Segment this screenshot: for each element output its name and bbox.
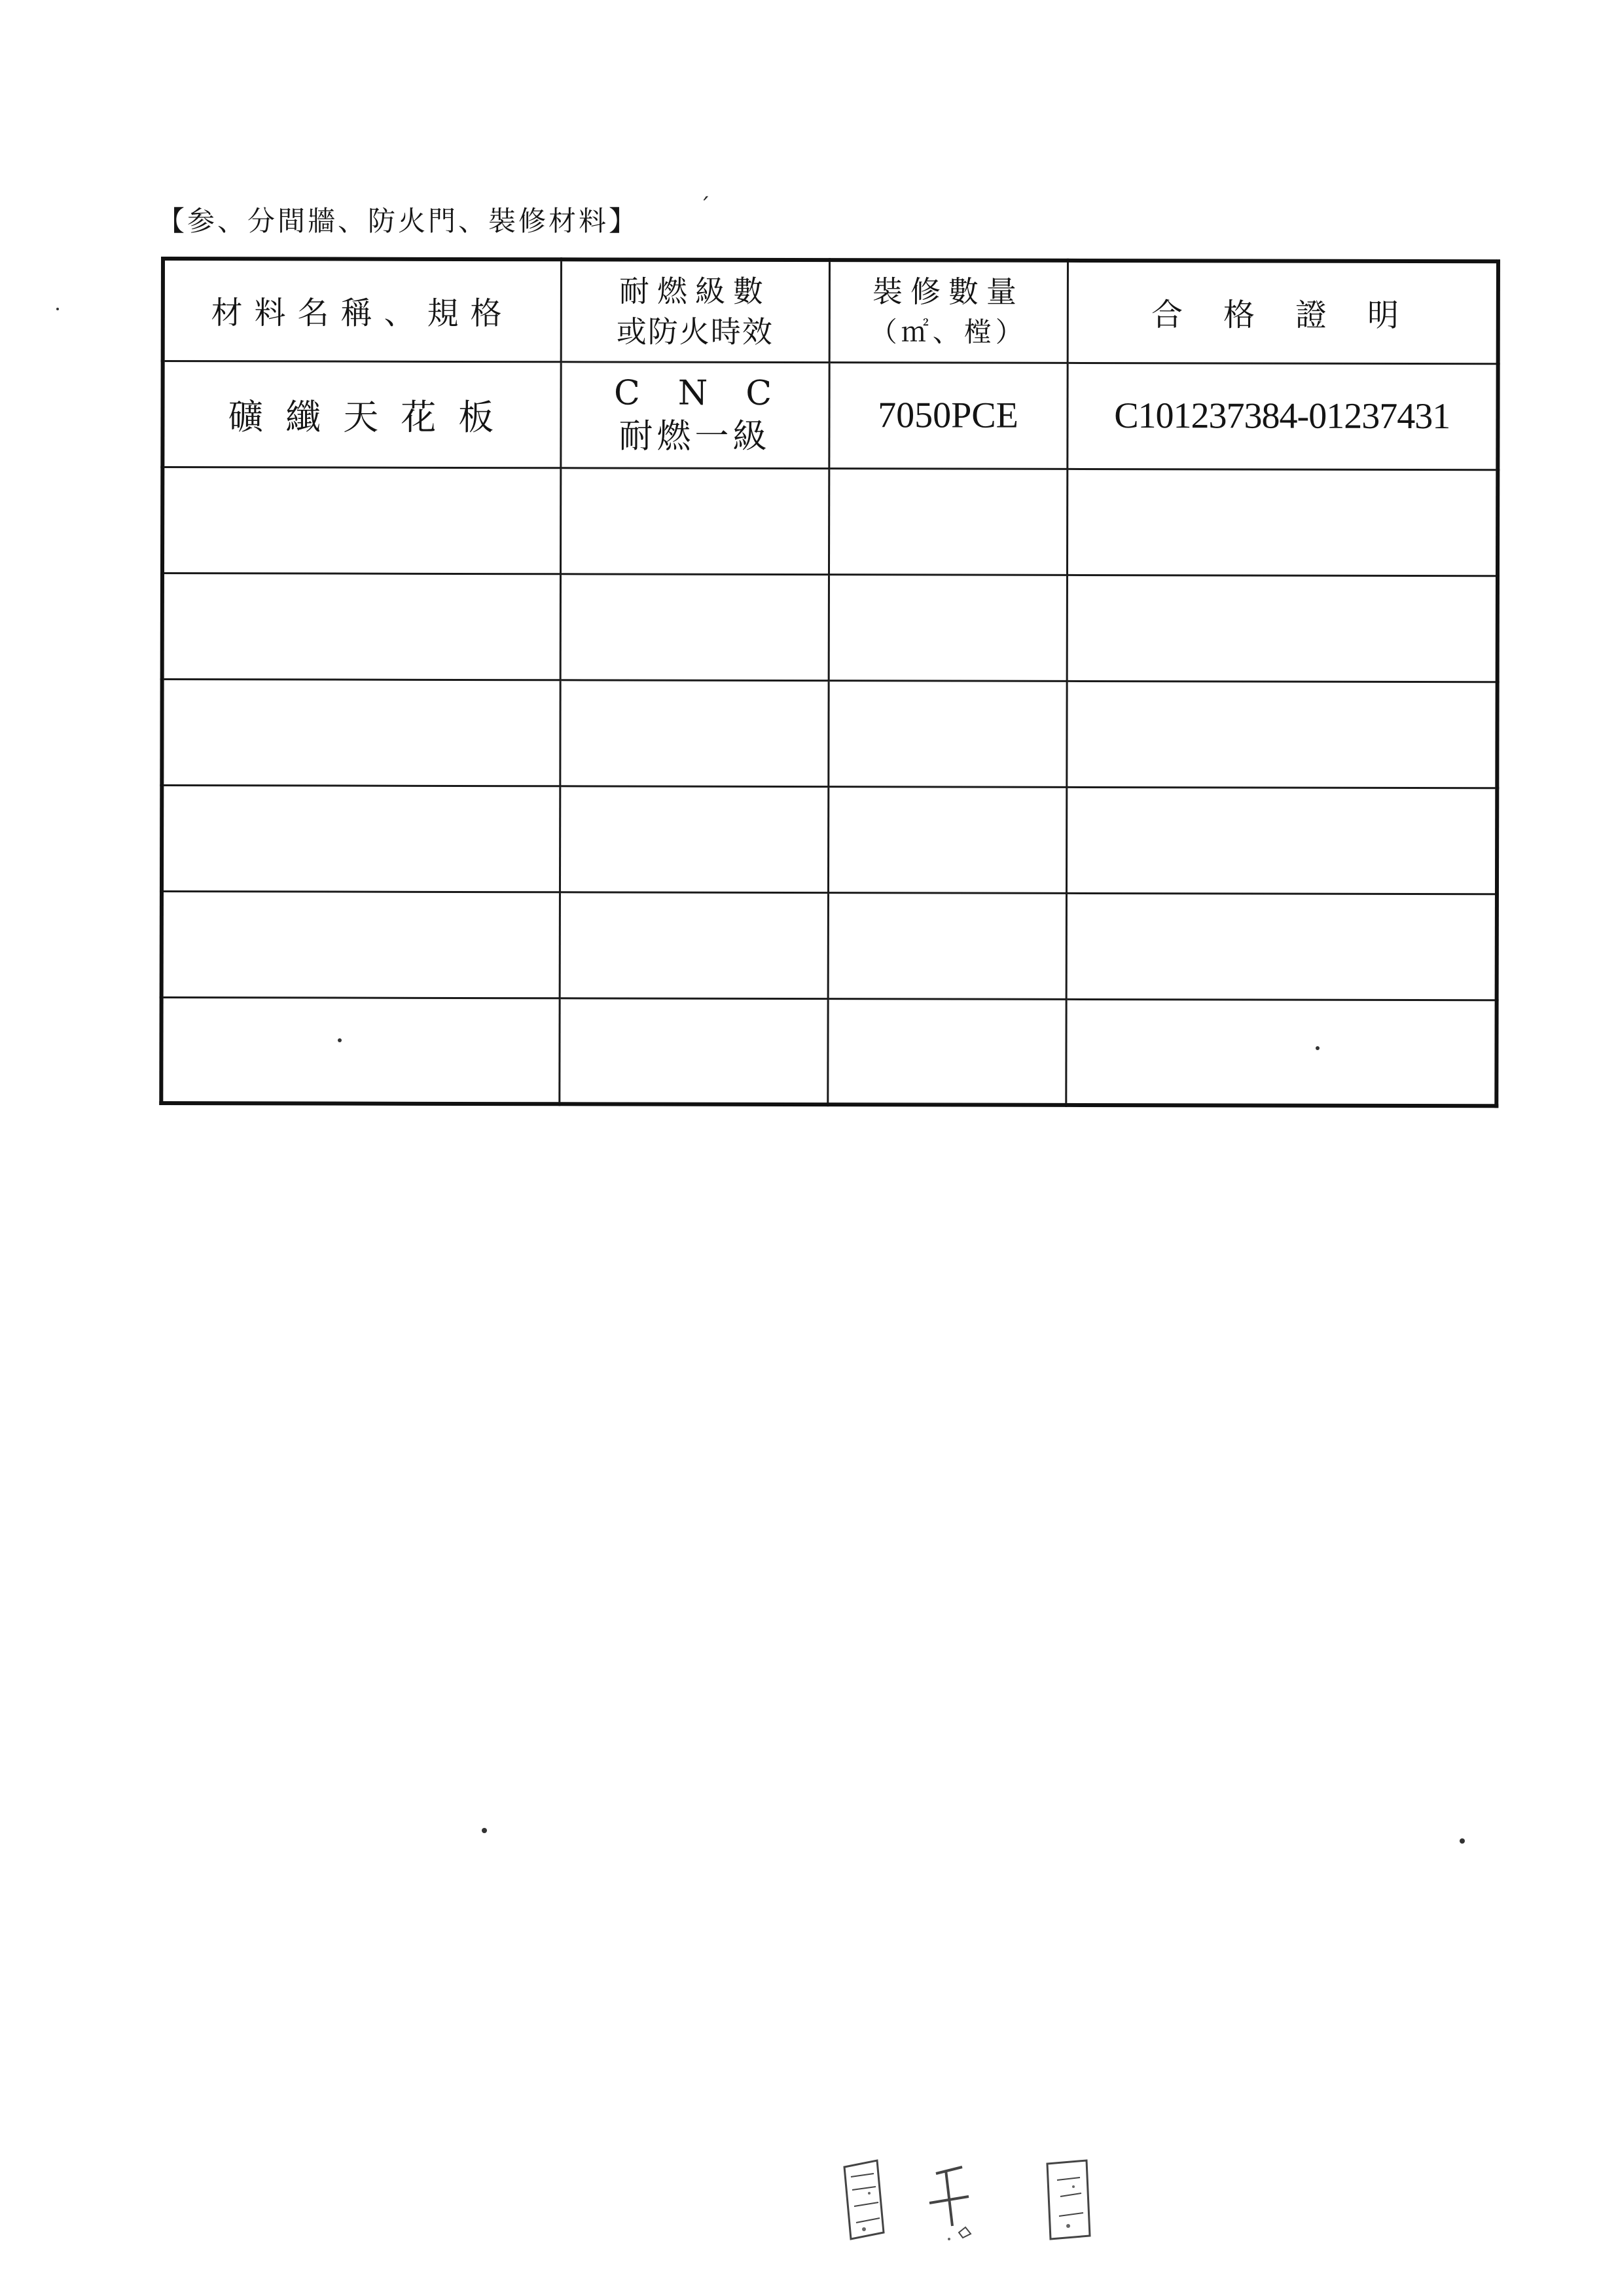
cell-rating-grade: 耐燃一級 <box>619 416 771 456</box>
empty-cell <box>1066 681 1497 788</box>
cell-quantity: 7050PCE <box>829 362 1067 469</box>
empty-cell <box>162 573 560 680</box>
empty-cell <box>560 467 829 574</box>
header-quantity <box>829 260 1068 363</box>
empty-cell <box>162 785 560 892</box>
empty-cell <box>1067 469 1498 575</box>
cell-fire-rating <box>560 361 829 468</box>
empty-cell <box>829 574 1067 681</box>
table-row-empty <box>162 891 1497 1000</box>
empty-cell <box>1066 893 1497 1000</box>
empty-cell <box>1066 787 1497 894</box>
empty-cell <box>828 786 1066 893</box>
table-row <box>162 361 1498 469</box>
scan-speck <box>338 1038 342 1042</box>
empty-cell <box>560 680 828 786</box>
table-row-empty <box>161 997 1496 1106</box>
scan-speck <box>482 1828 487 1833</box>
empty-cell <box>162 467 560 574</box>
empty-cell <box>560 786 828 892</box>
header-quantity-line1: 裝修數量 <box>872 274 1024 310</box>
pen-mark: ´ <box>699 194 710 220</box>
cell-certificate: C101237384-01237431 <box>1067 363 1498 469</box>
header-fire-rating <box>561 259 829 362</box>
table-row-empty <box>162 679 1497 788</box>
scan-speck <box>1460 1838 1465 1844</box>
section-title: 【参、分間牆、防火門、裝修材料】 <box>157 205 639 237</box>
table-header-row <box>163 259 1498 363</box>
empty-cell <box>828 892 1066 999</box>
header-fire-rating-line1: 耐燃級數 <box>619 273 771 309</box>
empty-cell <box>1067 575 1498 682</box>
empty-cell <box>162 891 560 998</box>
materials-table <box>159 257 1500 1108</box>
table-row-empty <box>162 785 1497 894</box>
cell-rating-code: CNC <box>613 373 810 414</box>
cell-material: 礦纖天花板 <box>162 361 560 467</box>
empty-cell <box>560 574 829 680</box>
scan-speck <box>56 308 59 310</box>
empty-cell <box>827 998 1066 1105</box>
empty-cell <box>560 892 828 998</box>
header-quantity-unit: （㎡、樘） <box>869 316 1027 348</box>
header-certificate: 合格證明 <box>1068 261 1498 363</box>
table-row-empty <box>162 467 1498 575</box>
header-fire-rating-line2: 或防火時效 <box>616 314 774 350</box>
table-row-empty <box>162 573 1498 682</box>
scan-speck <box>1316 1046 1320 1050</box>
empty-cell <box>162 679 560 786</box>
empty-cell <box>559 998 827 1104</box>
stamp-seal-icon <box>838 2154 1113 2252</box>
empty-cell <box>828 680 1066 787</box>
empty-cell <box>1066 999 1496 1106</box>
empty-cell <box>829 468 1067 575</box>
empty-cell <box>161 997 559 1104</box>
header-material-name: 材料名稱、規格 <box>163 259 561 361</box>
